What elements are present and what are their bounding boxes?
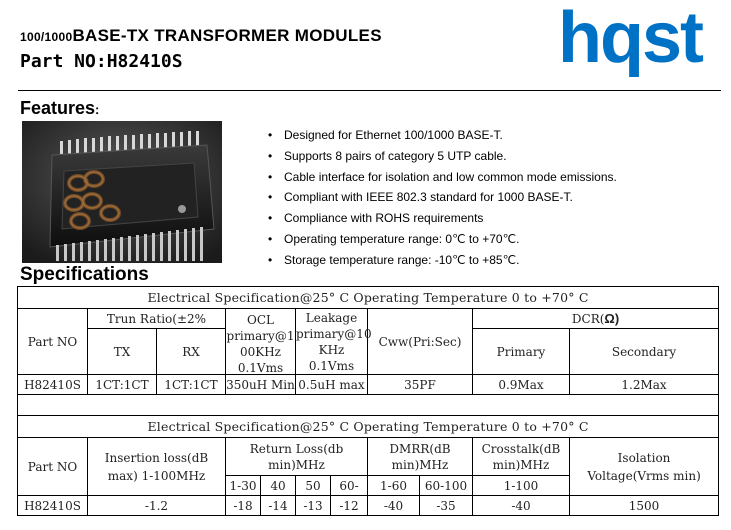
t2-crosstalk-header: Crosstalk(dB min)MHz xyxy=(473,438,570,476)
feature-item: • Compliant with IEEE 802.3 standard for 1000 BASE-T. xyxy=(268,187,617,208)
t1-rx-header: RX xyxy=(157,329,226,375)
transformer-module-photo xyxy=(22,121,222,263)
t1-primary-header: Primary xyxy=(473,329,570,375)
t1-secondary: 1.2Max xyxy=(570,375,719,395)
table1-band-row xyxy=(18,287,719,309)
t2-return-3: -13 xyxy=(296,496,331,516)
t2-part: H82410S xyxy=(18,496,88,516)
table-row xyxy=(18,496,719,516)
t2-return-sub: 60- xyxy=(331,476,368,496)
t2-crosstalk: -40 xyxy=(473,496,570,516)
feature-item: • Storage temperature range: -10℃ to +85℃. xyxy=(268,250,617,271)
table2-band-row xyxy=(18,416,719,438)
t2-dmrr-header: DMRR(dB min)MHz xyxy=(368,438,473,476)
features-heading: Features: xyxy=(20,98,100,118)
t2-dmrr-sub: 60-100 xyxy=(420,476,473,496)
t1-ocl-header: OCL primary@1 00KHz 0.1Vms xyxy=(226,309,296,375)
document-title xyxy=(20,26,382,46)
header-divider xyxy=(18,90,721,91)
t2-insertion: -1.2 xyxy=(88,496,226,516)
t1-leakage: 0.5uH max xyxy=(296,375,368,395)
t2-part-no-header: Part NO xyxy=(18,438,88,496)
t1-rx: 1CT:1CT xyxy=(157,375,226,395)
t2-insertion-header: Insertion loss(dB max) 1-100MHz xyxy=(88,438,226,496)
t2-return-4: -12 xyxy=(331,496,368,516)
t1-cww-header: Cww(Pri:Sec) xyxy=(368,309,473,375)
specifications-table xyxy=(17,286,719,516)
t2-isolation-header: Isolation Voltage(Vrms min) xyxy=(570,438,719,496)
t2-dmrr-1: -40 xyxy=(368,496,420,516)
feature-item: • Operating temperature range: 0℃ to +70℃. xyxy=(268,229,617,250)
t2-dmrr-sub: 1-60 xyxy=(368,476,420,496)
t2-return-header: Return Loss(db min)MHz xyxy=(226,438,368,476)
t1-tx-header: TX xyxy=(88,329,157,375)
t1-ocl: 350uH Min xyxy=(226,375,296,395)
t2-isolation: 1500 xyxy=(570,496,719,516)
t1-dcr-header: DCR(Ω) xyxy=(473,309,719,329)
table1-band: Electrical Specification@25° C Operating Temperature 0 to +70° C xyxy=(18,287,719,309)
t1-primary: 0.9Max xyxy=(473,375,570,395)
table-row xyxy=(18,375,719,395)
feature-item: • Compliance with ROHS requirements xyxy=(268,208,617,229)
t1-part-no-header: Part NO xyxy=(18,309,88,375)
t1-leakage-header: Leakage primary@10 KHz 0.1Vms xyxy=(296,310,372,373)
table2-band: Electrical Specification@25° C Operating Temperature 0 to +70° C xyxy=(18,416,719,438)
feature-item: • Cable interface for isolation and low common mode emissions. xyxy=(268,167,617,188)
t1-tx: 1CT:1CT xyxy=(88,375,157,395)
table2-header-row xyxy=(18,438,719,476)
table1-header-row xyxy=(18,309,719,329)
features-list xyxy=(268,125,617,271)
feature-item: • Supports 8 pairs of category 5 UTP cable. xyxy=(268,146,617,167)
t1-part: H82410S xyxy=(18,375,88,395)
part-number-title: Part NO:H82410S xyxy=(20,51,183,72)
title-prefix: 100/1000 xyxy=(20,30,73,44)
title-main: BASE-TX TRANSFORMER MODULES xyxy=(72,26,382,45)
t2-crosstalk-sub: 1-100 xyxy=(473,476,570,496)
table-spacer-row xyxy=(18,395,719,416)
t1-secondary-header: Secondary xyxy=(570,329,719,375)
t2-dmrr-2: -35 xyxy=(420,496,473,516)
feature-item: • Designed for Ethernet 100/1000 BASE-T. xyxy=(268,125,617,146)
t2-return-sub: 50 xyxy=(296,476,331,496)
t2-return-sub: 1-30 xyxy=(226,476,261,496)
hqst-logo xyxy=(540,0,720,78)
t2-return-1: -18 xyxy=(226,496,261,516)
logo-text: hqst xyxy=(558,0,702,78)
specifications-heading: Specifications xyxy=(20,264,149,285)
t1-turns-ratio-header: Trun Ratio(±2% xyxy=(88,309,226,329)
t2-return-2: -14 xyxy=(261,496,296,516)
t2-return-sub: 40 xyxy=(261,476,296,496)
t1-cww: 35PF xyxy=(368,375,473,395)
